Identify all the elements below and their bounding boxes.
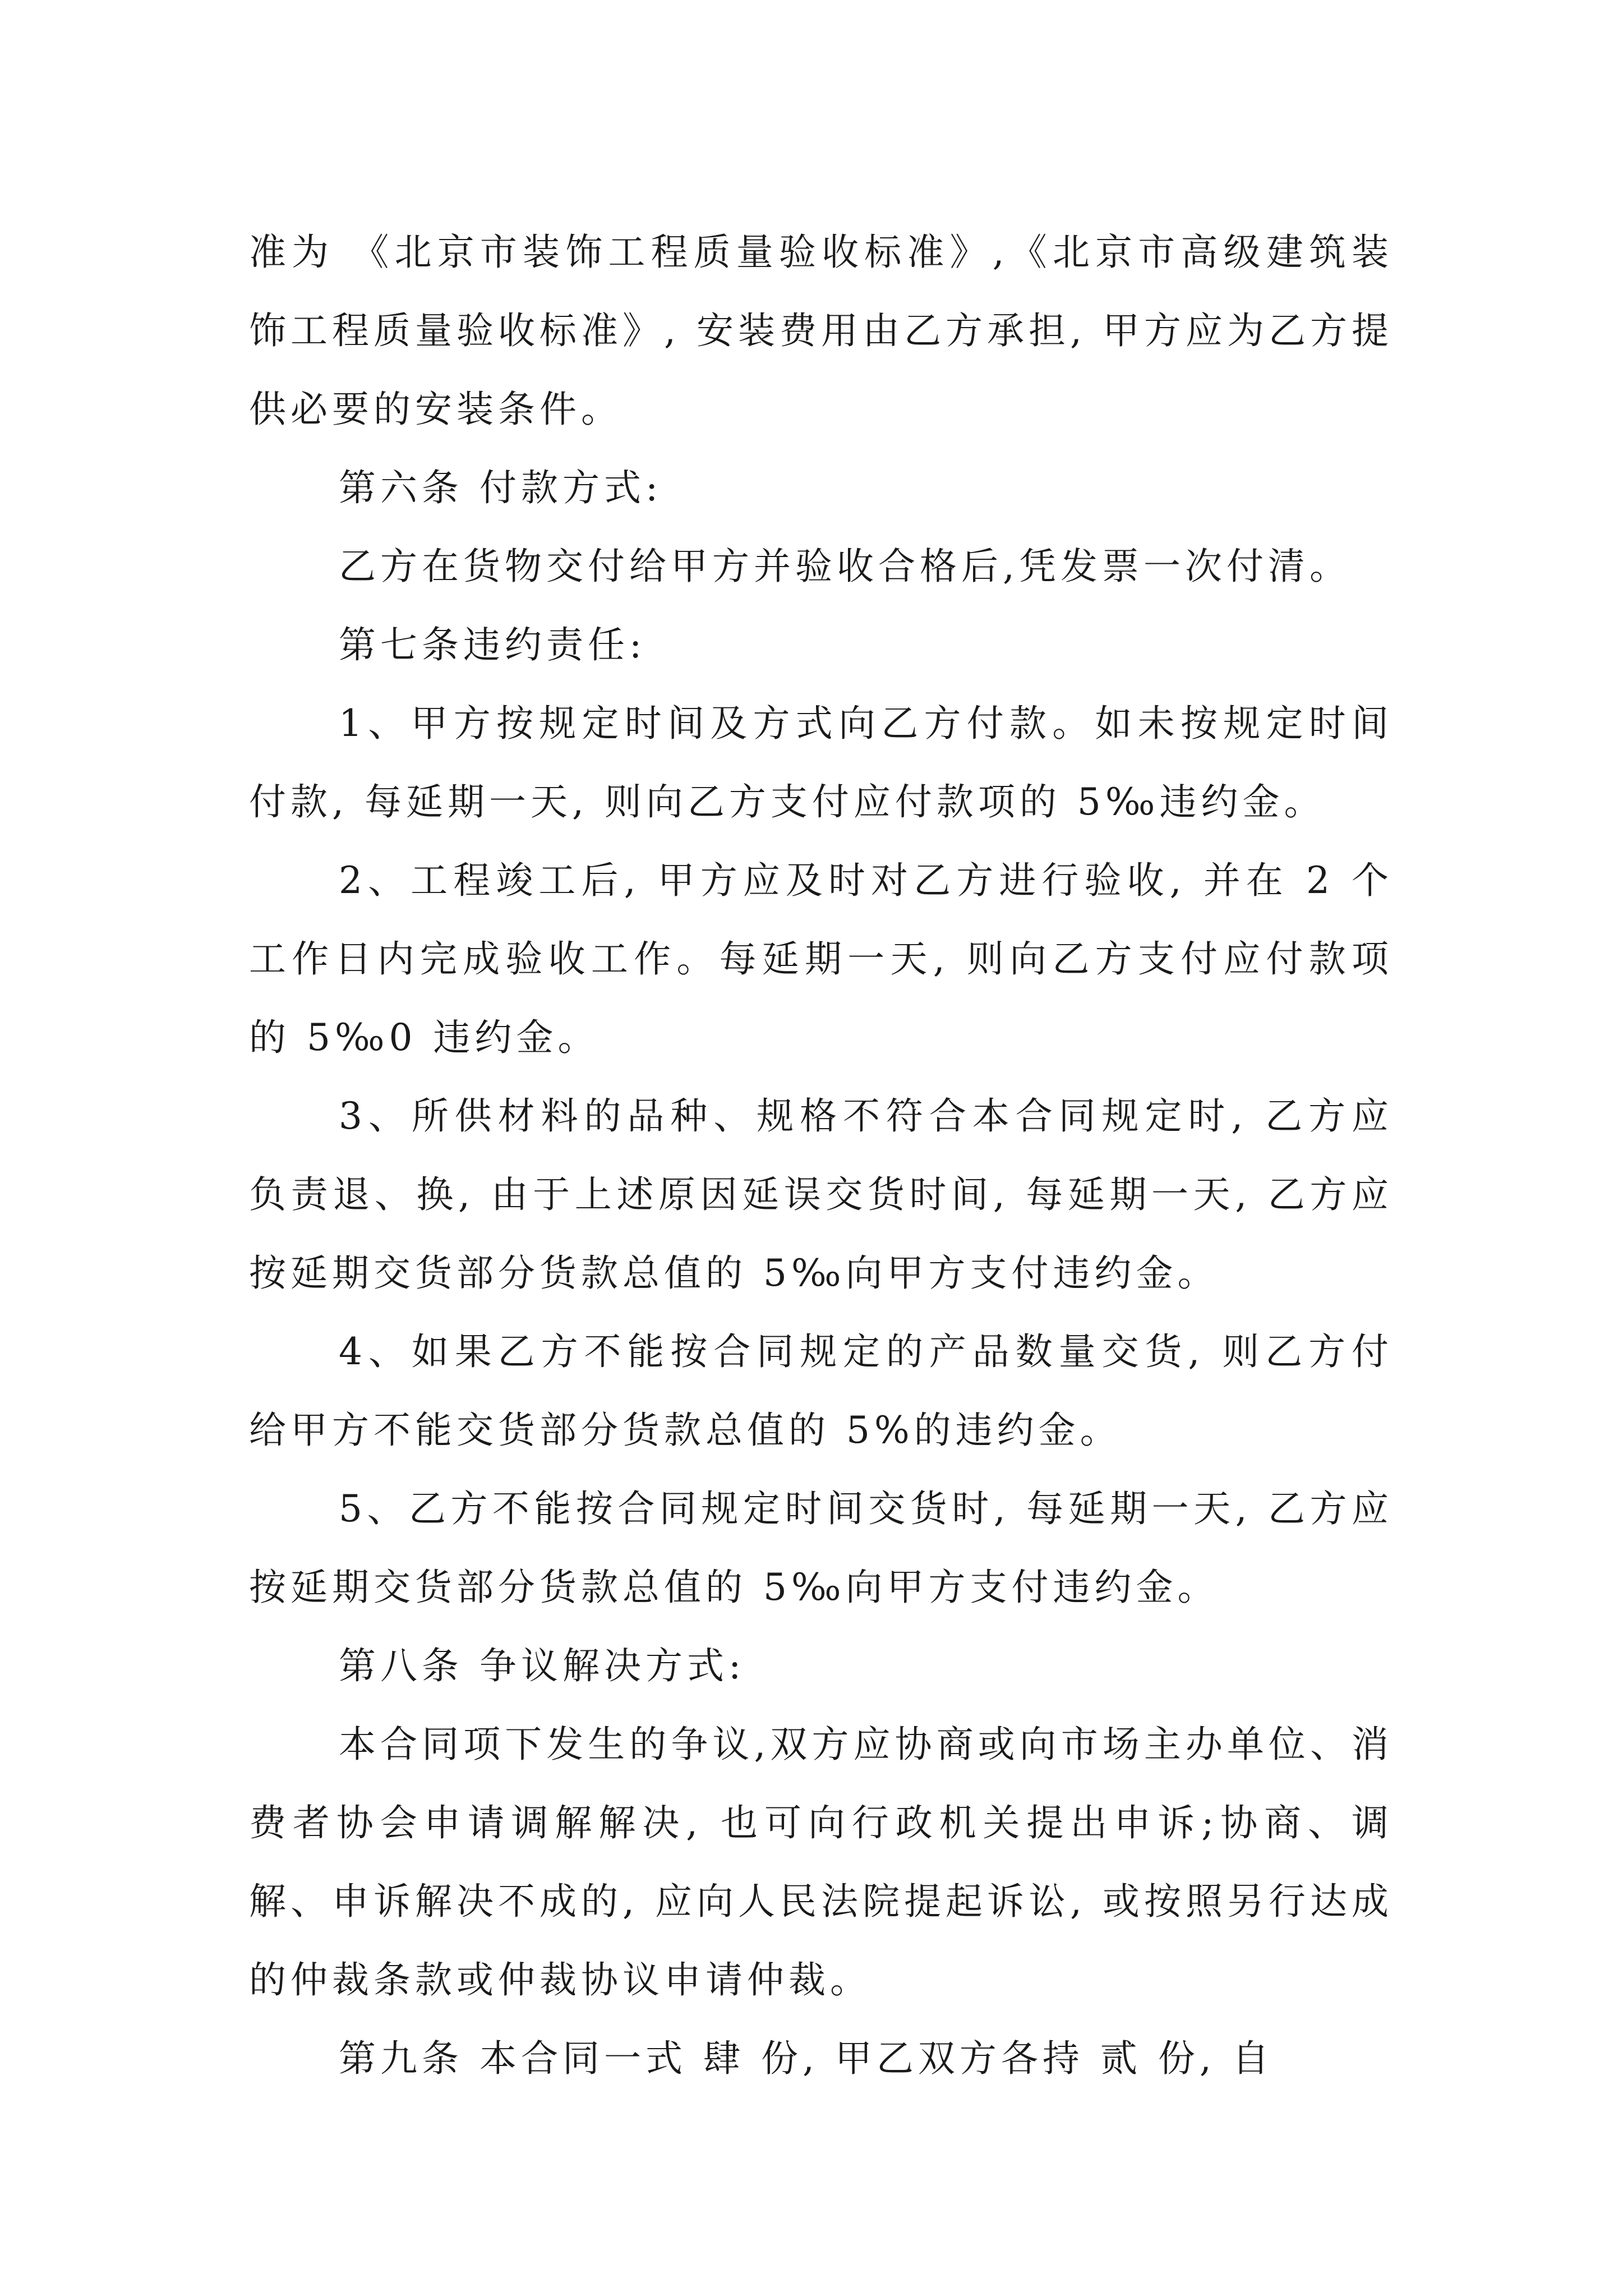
paragraph-payment-terms: 乙方在货物交付给甲方并验收合格后,凭发票一次付清。 — [339, 545, 1351, 588]
document-body — [249, 213, 1393, 2098]
article-6-heading: 第六条 付款方式: — [339, 466, 663, 509]
breach-clause-2: 2、工程竣工后, 甲方应及时对乙方进行验收, 并在 2 个工作日内完成验收工作。每延期一天, 则向乙方支付应付款项的 5‰0 违约金。 — [249, 859, 1393, 1059]
breach-clause-4: 4、如果乙方不能按合同规定的产品数量交货, 则乙方付给甲方不能交货部分货款总值的 5%的违约金。 — [249, 1330, 1393, 1452]
breach-clause-5: 5、乙方不能按合同规定时间交货时, 每延期一天, 乙方应按延期交货部分货款总值的 5‰向甲方支付违约金。 — [249, 1487, 1393, 1609]
article-7-heading: 第七条违约责任: — [339, 623, 647, 666]
paragraph-acceptance-standard: 准为 《北京市装饰工程质量验收标准》,《北京市高级建筑装饰工程质量验收标准》, 安装费用由乙方承担, 甲方应为乙方提供必要的安装条件。 — [249, 231, 1393, 431]
article-8-heading: 第八条 争议解决方式: — [339, 1644, 746, 1687]
breach-clause-3: 3、所供材料的品种、规格不符合本合同规定时, 乙方应负责退、换, 由于上述原因延误交货时间, 每延期一天, 乙方应按延期交货部分货款总值的 5‰向甲方支付违约金。 — [249, 1094, 1393, 1295]
paragraph-dispute-resolution: 本合同项下发生的争议,双方应协商或向市场主办单位、消费者协会申请调解解决, 也可向行政机关提出申诉;协商、调解、申诉解决不成的, 应向人民法院提起诉讼, 或按照另行达成的仲裁条款或仲裁协议申请仲裁。 — [249, 1723, 1393, 2001]
article-9-text: 第九条 本合同一式 肆 份, 甲乙双方各持 贰 份, 自 — [339, 2037, 1274, 2080]
breach-clause-1: 1、甲方按规定时间及方式向乙方付款。如未按规定时间付款, 每延期一天, 则向乙方支付应付款项的 5‰违约金。 — [249, 702, 1393, 823]
